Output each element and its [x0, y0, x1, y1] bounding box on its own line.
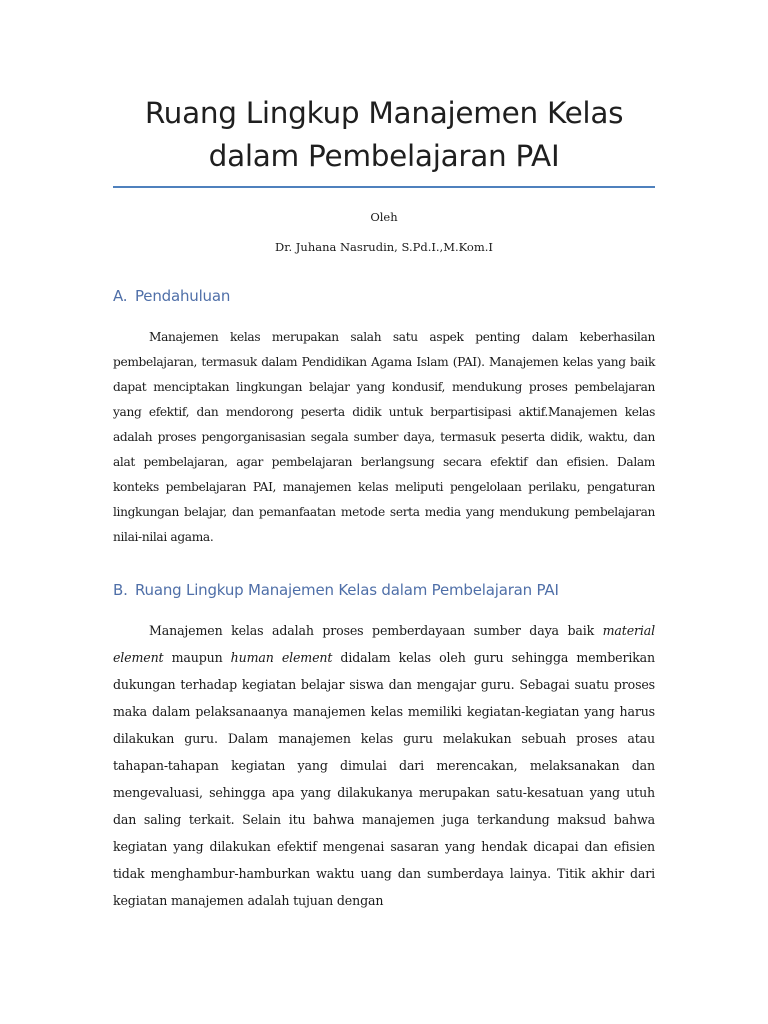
section-b-title: Ruang Lingkup Manajemen Kelas dalam Pembelajaran PAI — [135, 581, 559, 599]
section-b-text-2: maupun — [163, 650, 231, 665]
section-b-number: B. — [113, 581, 128, 599]
section-b-text-1: Manajemen kelas adalah proses pemberdayaan sumber daya baik — [149, 623, 603, 638]
section-b-paragraph — [113, 617, 655, 914]
section-a-paragraph: Manajemen kelas merupakan salah satu aspek penting dalam keberhasilan pembelajaran, termasuk dalam Pendidikan Agama Islam (PAI). Manajemen kelas yang baik dapat menciptakan lingkungan belajar yang kondusif, mendukung proses pembelajaran yang efektif, dan mendorong peserta didik untuk berpartisipasi aktif.Manajemen kelas adalah proses pengorganisasian segala sumber daya, termasuk peserta didik, waktu, dan alat pembelajaran, agar pembelajaran berlangsung secara efektif dan efisien. Dalam konteks pembelajaran PAI, manajemen kelas meliputi pengelolaan perilaku, pengaturan lingkungan belajar, dan pemanfaatan metode serta media yang mendukung pembelajaran nilai-nilai agama. — [113, 330, 655, 544]
section-a-heading — [113, 287, 655, 305]
title-divider — [113, 186, 655, 188]
section-a-title: Pendahuluan — [135, 287, 231, 305]
section-b-italic-1: material element — [113, 623, 655, 665]
section-b-italic-2: human element — [230, 650, 333, 665]
section-a-number: A. — [113, 287, 128, 305]
byline-oleh: Oleh — [370, 210, 398, 224]
document-title: Ruang Lingkup Manajemen Kelas dalam Pembelajaran PAI — [144, 96, 624, 173]
author-name: Dr. Juhana Nasrudin, S.Pd.I.,M.Kom.I — [275, 240, 493, 254]
section-b-heading — [113, 581, 655, 599]
section-b-text-3: didalam kelas oleh guru sehingga memberikan dukungan terhadap kegiatan belajar siswa dan mengajar guru. Sebagai suatu proses maka dalam pelaksanaanya manajemen kelas memiliki kegiatan-kegiatan yang harus dilakukan guru. Dalam manajemen kelas guru melakukan sebuah proses atau tahapan-tahapan kegiatan yang dimulai dari merencakan, melaksanakan dan mengevaluasi, sehingga apa yang dilakukanya merupakan satu-kesatuan yang utuh dan saling terkait. Selain itu bahwa manajemen juga terkandung maksud bahwa kegiatan yang dilakukan efektif mengenai sasaran yang hendak dicapai dan efisien tidak menghambur-hamburkan waktu uang dan sumberdaya lainya. Titik akhir dari kegiatan manajemen adalah tujuan dengan — [113, 650, 655, 908]
